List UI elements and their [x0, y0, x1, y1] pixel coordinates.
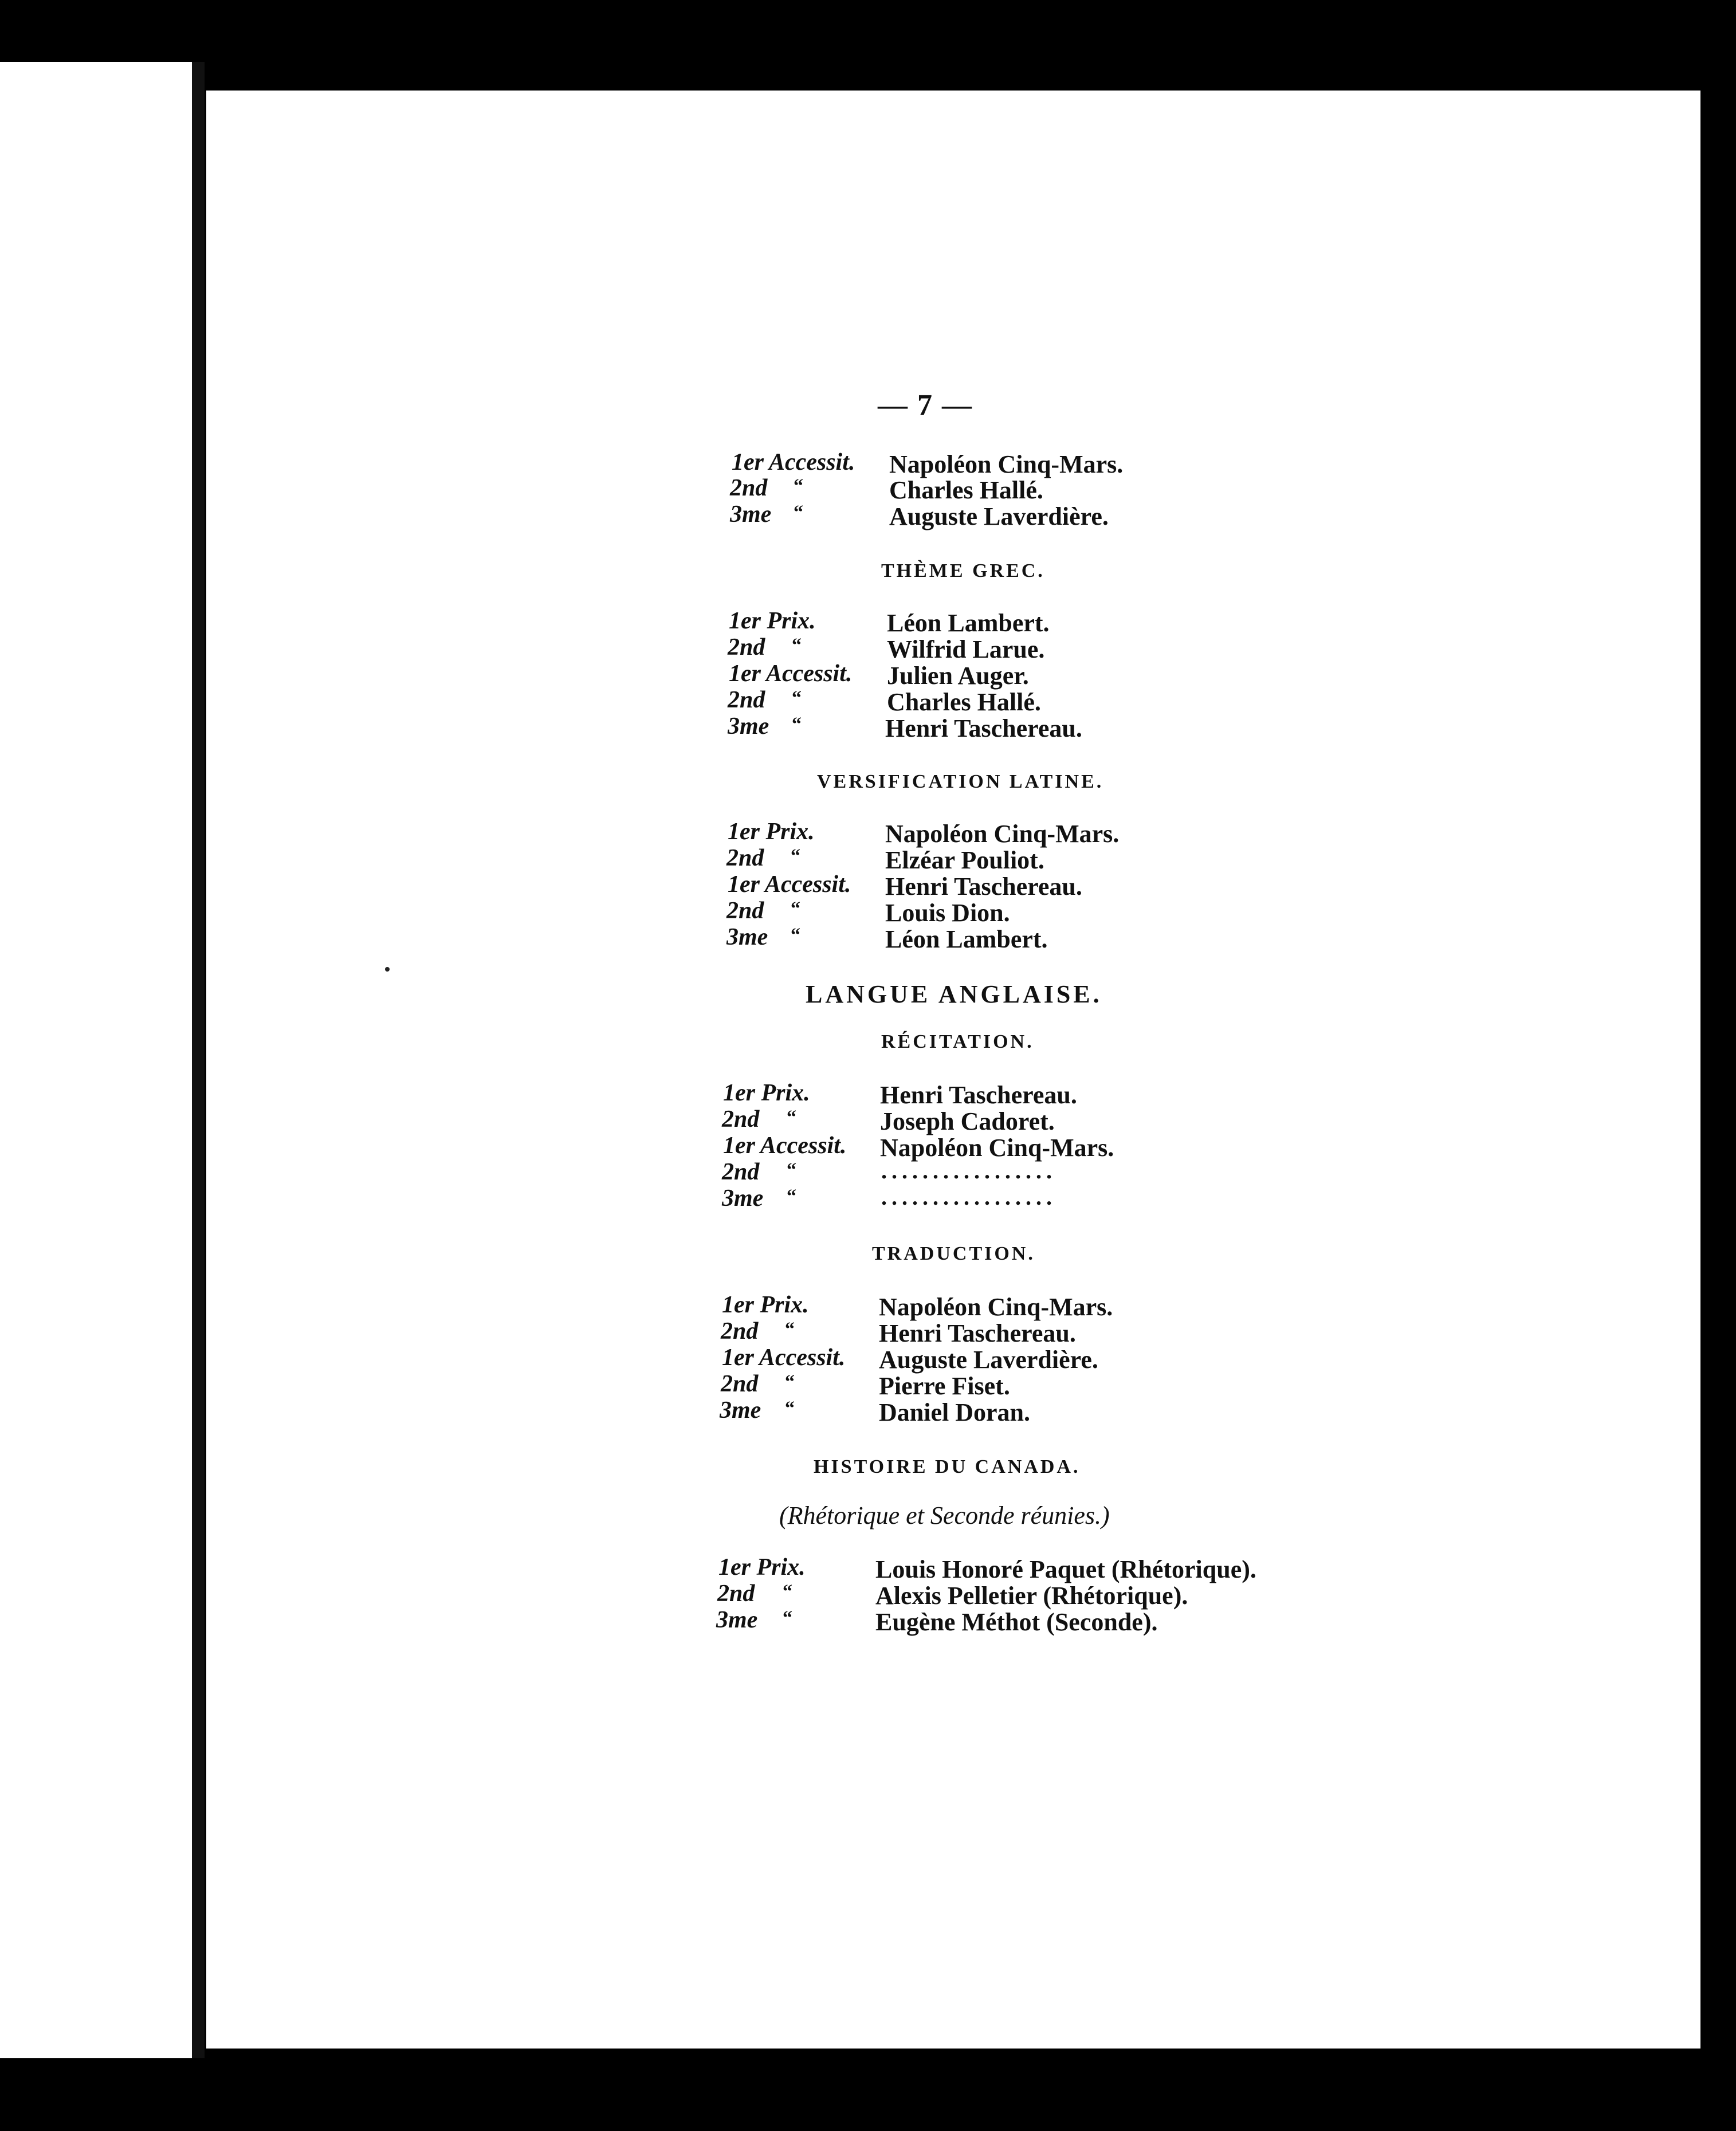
awardee-name: Auguste Laverdière.	[879, 1346, 1098, 1374]
rank-label: 3me	[728, 713, 769, 740]
rank-label: 2nd	[728, 687, 765, 713]
awardee-name: Léon Lambert.	[887, 609, 1050, 637]
rank-label: 1er Prix.	[723, 1080, 810, 1106]
section-heading-versification: VERSIFICATION LATINE.	[817, 771, 1104, 792]
blank-placeholder: .................	[881, 1158, 1056, 1184]
section-heading-theme-grec: THÈME GREC.	[881, 560, 1045, 581]
rank-label: 3me	[720, 1397, 761, 1424]
rank-label: 2nd	[730, 475, 768, 501]
ditto-mark: “	[791, 846, 800, 867]
rank-label: 2nd	[721, 1371, 759, 1397]
section-heading-recitation: RÉCITATION.	[881, 1031, 1034, 1052]
awardee-name: Napoléon Cinq-Mars.	[879, 1293, 1113, 1321]
ditto-mark: “	[787, 1159, 796, 1181]
ditto-mark: “	[783, 1581, 792, 1602]
rank-label: 2nd	[722, 1106, 760, 1133]
awardee-name: Charles Hallé.	[887, 688, 1041, 716]
awardee-name: Daniel Doran.	[879, 1398, 1030, 1426]
awardee-name: Henri Taschereau.	[879, 1319, 1076, 1347]
awardee-name: Pierre Fiset.	[879, 1372, 1010, 1400]
scan-speck	[385, 967, 390, 972]
ditto-mark: “	[791, 898, 800, 919]
rank-label: 1er Accessit.	[722, 1344, 846, 1371]
rank-label: 1er Prix.	[722, 1292, 809, 1318]
rank-label: 1er Prix.	[718, 1554, 806, 1580]
ditto-mark: “	[783, 1607, 792, 1629]
awardee-name: Eugène Méthot (Seconde).	[875, 1608, 1158, 1636]
awardee-name: Henri Taschereau.	[885, 714, 1082, 742]
ditto-mark: “	[785, 1398, 795, 1419]
awardee-name: Wilfrid Larue.	[887, 635, 1045, 663]
ditto-mark: “	[794, 502, 803, 523]
ditto-mark: “	[794, 475, 803, 497]
ditto-mark: “	[787, 1107, 796, 1128]
rank-label: 1er Accessit.	[723, 1133, 847, 1159]
section-heading-traduction: TRADUCTION.	[872, 1243, 1035, 1264]
rank-label: 1er Prix.	[728, 819, 815, 845]
rank-label: 1er Accessit.	[732, 449, 855, 475]
awardee-name: Louis Honoré Paquet (Rhétorique).	[875, 1555, 1256, 1583]
document-page	[206, 91, 1700, 2049]
ditto-mark: “	[787, 1186, 796, 1207]
awardee-name: Henri Taschereau.	[885, 872, 1082, 901]
blank-placeholder: .................	[881, 1184, 1056, 1210]
rank-label: 3me	[722, 1185, 764, 1212]
rank-label: 3me	[716, 1607, 758, 1633]
rank-label: 2nd	[722, 1159, 760, 1185]
rank-label: 1er Accessit.	[728, 871, 851, 898]
ditto-mark: “	[792, 714, 802, 735]
rank-label: 1er Accessit.	[729, 660, 853, 687]
ditto-mark: “	[785, 1371, 795, 1393]
section-heading-langue-anglaise: LANGUE ANGLAISE.	[806, 980, 1102, 1008]
awardee-name: Napoléon Cinq-Mars.	[880, 1134, 1114, 1162]
page-content	[206, 91, 1700, 2049]
rank-label: 1er Prix.	[729, 608, 816, 634]
section-heading-histoire: HISTOIRE DU CANADA.	[814, 1456, 1081, 1477]
awardee-name: Joseph Cadoret.	[880, 1107, 1055, 1135]
page-number: — 7 —	[878, 389, 973, 422]
rank-label: 2nd	[726, 898, 764, 924]
awardee-name: Léon Lambert.	[885, 925, 1048, 953]
rank-label: 2nd	[721, 1318, 759, 1344]
ditto-mark: “	[792, 687, 802, 709]
rank-label: 3me	[726, 924, 768, 950]
awardee-name: Louis Dion.	[885, 899, 1010, 927]
ditto-mark: “	[785, 1319, 795, 1340]
awardee-name: Elzéar Pouliot.	[885, 846, 1044, 874]
awardee-name: Henri Taschereau.	[880, 1081, 1077, 1109]
awardee-name: Auguste Laverdière.	[889, 502, 1109, 530]
awardee-name: Napoléon Cinq-Mars.	[885, 820, 1120, 848]
awardee-name: Charles Hallé.	[889, 476, 1043, 504]
awardee-name: Napoléon Cinq-Mars.	[889, 450, 1124, 478]
awardee-name: Julien Auger.	[887, 662, 1029, 690]
rank-label: 3me	[730, 501, 772, 528]
ditto-mark: “	[792, 635, 802, 656]
gutter-shadow	[192, 62, 205, 2058]
rank-label: 2nd	[726, 845, 764, 871]
awardee-name: Alexis Pelletier (Rhétorique).	[875, 1582, 1188, 1610]
scan-border-right	[1700, 97, 1736, 2045]
section-subtitle: (Rhétorique et Seconde réunies.)	[779, 1501, 1110, 1530]
facing-page-edge	[0, 62, 195, 2058]
rank-label: 2nd	[717, 1580, 755, 1607]
rank-label: 2nd	[728, 634, 765, 660]
ditto-mark: “	[791, 925, 800, 946]
